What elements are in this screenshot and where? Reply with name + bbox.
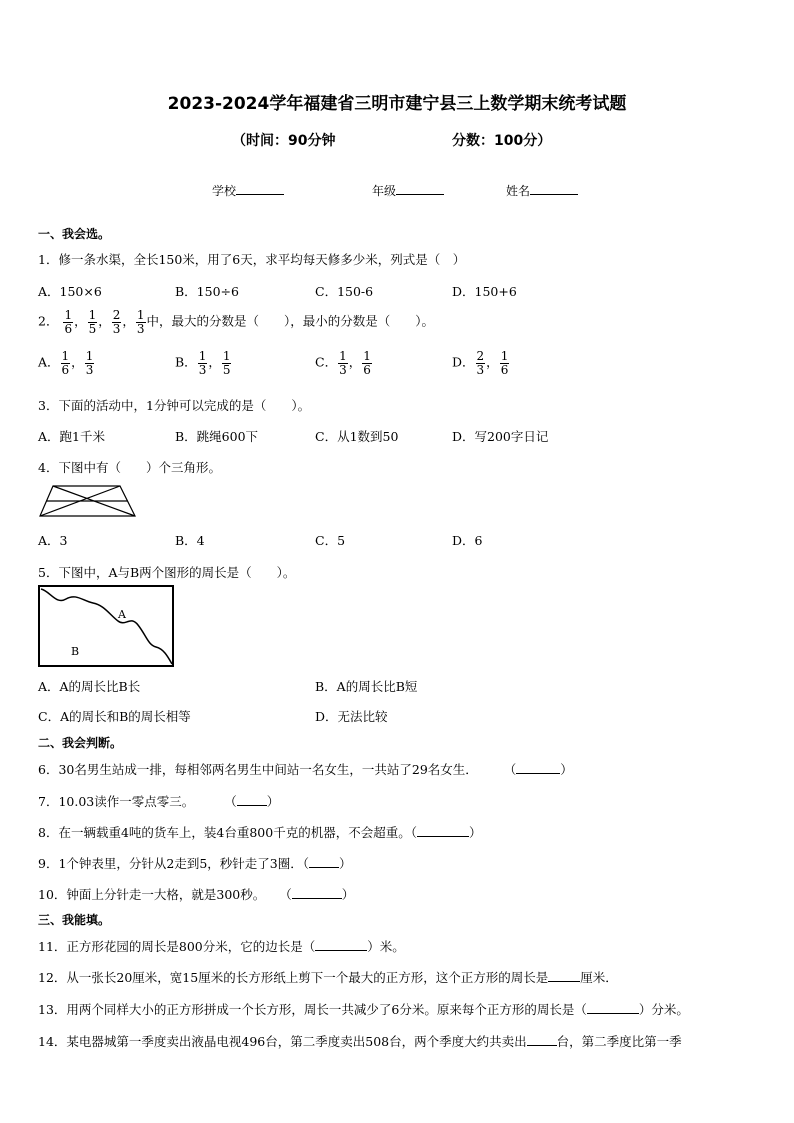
fraction: $\frac{1}{6}$	[64, 308, 73, 336]
grade-blank[interactable]	[396, 182, 444, 195]
grade-label: 年级	[372, 184, 397, 198]
question-text: 14．某电器城第一季度卖出液晶电视496台，第二季度卖出508台，两个季度大约共卖出 台，第二季度比第一季	[38, 1034, 682, 1049]
school-blank[interactable]	[236, 182, 284, 195]
region-a-label: A	[118, 608, 126, 621]
grade-field[interactable]	[372, 182, 444, 199]
section-heading: 二、我会判断。	[38, 736, 123, 750]
answer-blank[interactable]	[516, 761, 560, 774]
option-a[interactable]: A．150×6	[38, 284, 102, 299]
question-number: 2．	[38, 313, 59, 329]
answer-blank[interactable]	[587, 1001, 639, 1014]
fraction: $\frac{1}{5}$	[88, 308, 97, 336]
name-blank[interactable]	[530, 182, 578, 195]
option-d[interactable]: D．写200字日记	[452, 429, 549, 444]
name-label: 姓名	[506, 184, 531, 198]
option-b[interactable]: B．跳绳600下	[175, 429, 259, 444]
option-a[interactable]: A．3	[38, 533, 68, 548]
question-text: 6．30名男生站成一排，每相邻两名男生中间站一名女生，一共站了29名女生． （ ）	[38, 762, 573, 777]
total-score: 分数：100分）	[452, 133, 552, 149]
question-text: 13．用两个同样大小的正方形拼成一个长方形，周长一共减少了6分米。原来每个正方形的周长是（ ）分米。	[38, 1002, 689, 1017]
answer-blank[interactable]	[315, 938, 367, 951]
option-d[interactable]: D．6	[452, 533, 483, 548]
option-c[interactable]: C．从1数到50	[315, 429, 399, 444]
option-d[interactable]: D．无法比较	[315, 709, 388, 724]
option-c[interactable]: C． $\frac{1}{3}$ ， $\frac{1}{6}$	[315, 349, 371, 377]
region-b-label: B	[71, 645, 80, 658]
section-heading: 三、我能填。	[38, 913, 111, 927]
option-a[interactable]: A． $\frac{1}{6}$ ， $\frac{1}{3}$	[38, 349, 94, 377]
fraction: $\frac{2}{3}$	[112, 308, 121, 336]
name-field[interactable]	[506, 182, 578, 199]
answer-blank[interactable]	[548, 969, 580, 982]
option-c[interactable]: C．5	[315, 533, 346, 548]
trapezoid-triangles-figure	[38, 484, 138, 518]
option-b[interactable]: B．A的周长比B短	[315, 679, 418, 694]
question-text: 8．在一辆载重4吨的货车上，装4台重800千克的机器，不会超重。（ ）	[38, 825, 482, 840]
option-c[interactable]: C．A的周长和B的周长相等	[38, 709, 191, 724]
option-d[interactable]: D． $\frac{2}{3}$ ， $\frac{1}{6}$	[452, 349, 509, 377]
option-b[interactable]: B．4	[175, 533, 205, 548]
page-title: 2023-2024学年福建省三明市建宁县三上数学期末统考试题	[167, 94, 627, 114]
question-text: 4．下图中有（ ）个三角形。	[38, 460, 221, 475]
option-c[interactable]: C．150-6	[315, 284, 374, 299]
answer-blank[interactable]	[237, 793, 267, 806]
option-b[interactable]: B． $\frac{1}{3}$ ， $\frac{1}{5}$	[175, 349, 231, 377]
question-text: 11．正方形花园的周长是800分米，它的边长是（ ）米。	[38, 939, 405, 954]
time-limit: （时间：90分钟	[232, 133, 336, 149]
answer-blank[interactable]	[309, 855, 339, 868]
school-label: 学校	[212, 184, 237, 198]
option-b[interactable]: B．150÷6	[175, 284, 239, 299]
answer-blank[interactable]	[527, 1033, 557, 1046]
question-text: 3．下面的活动中，1分钟可以完成的是（ ）。	[38, 398, 311, 413]
option-a[interactable]: A．A的周长比B长	[38, 679, 141, 694]
rectangle-wavy-split-figure	[38, 585, 176, 669]
answer-blank[interactable]	[417, 824, 469, 837]
question-text: 5．下图中，A与B两个图形的周长是（ ）。	[38, 565, 296, 580]
question-text: 9．1个钟表里，分针从2走到5，秒针走了3圈．（ ）	[38, 856, 352, 871]
option-d[interactable]: D．150+6	[452, 284, 517, 299]
fraction: $\frac{1}{3}$	[136, 308, 145, 336]
question-text: 7．10.03读作一零点零三。 （ ）	[38, 794, 280, 809]
school-field[interactable]	[212, 182, 284, 199]
section-heading: 一、我会选。	[38, 227, 111, 241]
option-a[interactable]: A．跑1千米	[38, 429, 105, 444]
question-text: 1．修一条水渠，全长150米，用了6天，求平均每天修多少米，列式是（ ）	[38, 252, 466, 267]
question-text: 12．从一张长20厘米，宽15厘米的长方形纸上剪下一个最大的正方形，这个正方形的周长是 厘米．	[38, 970, 618, 985]
question-text: 2． $\frac{1}{6}$ ， $\frac{1}{5}$ ， $\frac{2}{3}$ ， $\frac{1}{3}$ 中，最大的分数是（ ），最小的分数是（ ）。	[38, 308, 435, 336]
answer-blank[interactable]	[292, 886, 342, 899]
question-text: 10．钟面上分针走一大格，就是300秒。 （ ）	[38, 887, 355, 902]
